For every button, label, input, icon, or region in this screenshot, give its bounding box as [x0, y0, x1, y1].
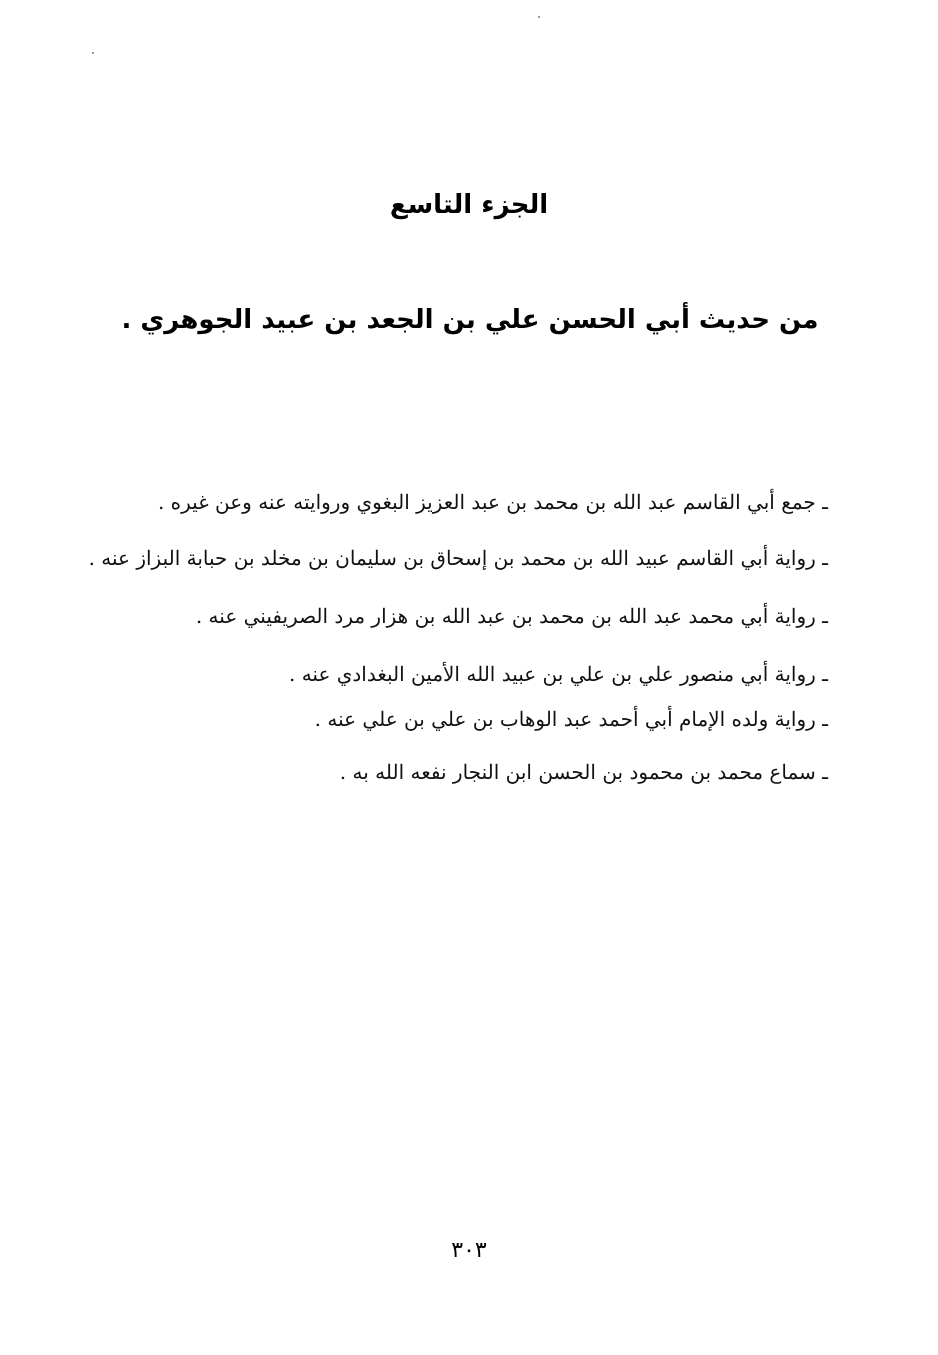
list-item — [68, 698, 828, 740]
list-item-text: ـ جمع أبي القاسم عبد الله بن محمد بن عبد العزيز البغوي وروايته عنه وعن غيره . — [157, 490, 828, 514]
list-item — [68, 478, 828, 526]
part-title: الجزء التاسع — [389, 190, 549, 220]
list-item-text: ـ رواية أبي القاسم عبيد الله بن محمد بن إسحاق بن سليمان بن مخلد بن حبابة البزاز عنه . — [88, 546, 828, 570]
list-item — [68, 534, 828, 582]
page-number: ٣٠٣ — [451, 1238, 487, 1263]
transmission-list — [68, 478, 828, 796]
scan-speck — [538, 16, 540, 18]
list-item-text: ـ رواية أبي منصور علي بن علي بن عبيد الله الأمين البغدادي عنه . — [288, 662, 828, 686]
book-subtitle: من حديث أبي الحسن علي بن الجعد بن عبيد الجوهري . — [121, 305, 819, 335]
list-item — [68, 650, 828, 698]
list-item — [68, 592, 828, 640]
list-item — [68, 748, 828, 796]
list-item-text: ـ رواية أبي محمد عبد الله بن محمد بن عبد الله بن هزار مرد الصريفيني عنه . — [195, 604, 828, 628]
list-item-text: ـ رواية ولده الإمام أبي أحمد عبد الوهاب بن علي بن علي عنه . — [314, 707, 828, 731]
scan-speck — [92, 52, 94, 54]
list-item-text: ـ سماع محمد بن محمود بن الحسن ابن النجار نفعه الله به . — [339, 760, 828, 784]
